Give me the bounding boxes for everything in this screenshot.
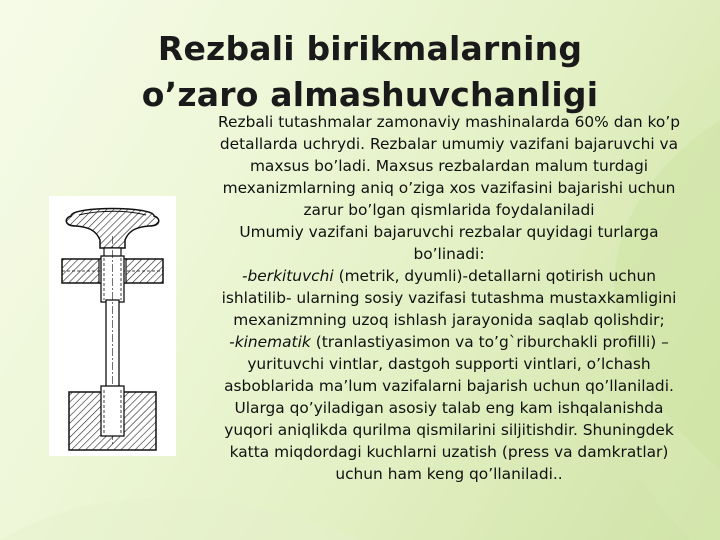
slide-body <box>214 111 684 485</box>
slide-title <box>100 26 640 118</box>
list-item-kinematik <box>214 331 684 485</box>
paragraph-intro: Rezbali tutashmalar zamonaviy mashinalarda 60% dan ko’p detallarda uchrydi. Rezbalar umumiy vazifani bajaruvchi va maxsus bo’ladi. Maxsus rezbalardan malum turdagi mexanizmlarning aniq o’ziga xos vazifasini bajarishi uchun zarur bo’lgan qismlarida foydalaniladi <box>218 113 680 219</box>
title-line-2: o’zaro almashuvchanligi <box>141 75 599 114</box>
term-berkituvchi: -berkituvchi <box>241 267 334 285</box>
paragraph-types: Umumiy vazifani bajaruvchi rezbalar quyidagi turlarga bo’linadi: <box>239 223 659 263</box>
bolt-cross-section-illustration <box>49 196 176 456</box>
list-item-berkituvchi <box>214 265 684 331</box>
title-line-1: Rezbali birikmalarning <box>157 29 583 68</box>
description-berkituvchi: (metrik, dyumli)-detallarni qotirish uchun ishlatilib- ularning sosiy vazifasi tutashma mustaxkamligini mexanizmning uzoq ishlash jarayonida saqlab qolishdir; <box>221 267 677 329</box>
description-kinematik: (tranlastiyasimon va to’g`riburchakli profilli) –yurituvchi vintlar, dastgoh supporti vintlari, o’lchash asboblarida ma’lum vazifalarni bajarish uchun qo’llaniladi. Ularga qo’yiladigan asosiy talab eng kam ishqalanishda yuqori aniqlikda qurilma qismilarini siljitishdir. Shuningdek katta miqdordagi kuchlarni uzatish (press va damkratlar) uchun ham keng qo’llaniladi.. <box>224 333 674 483</box>
threaded-fastener-drawing <box>49 196 176 456</box>
term-kinematik: -kinematik <box>229 333 311 351</box>
